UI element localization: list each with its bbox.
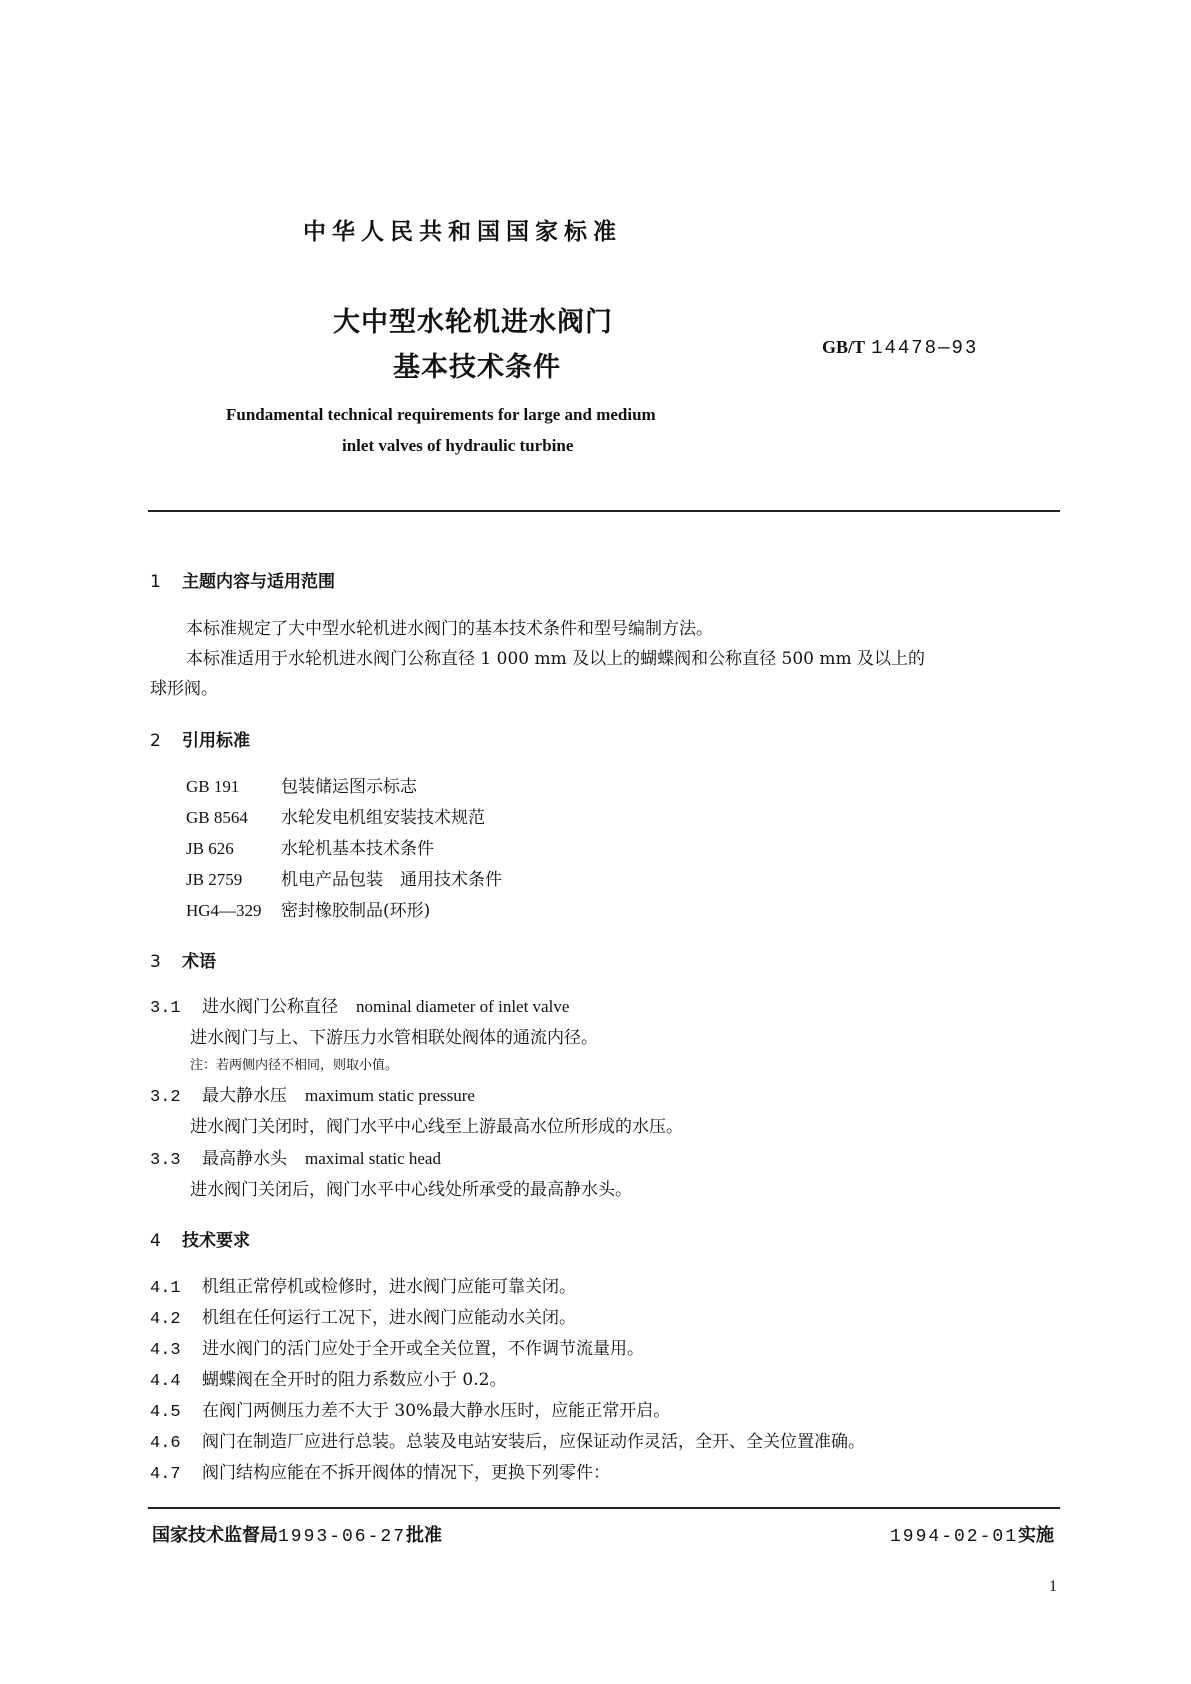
reference-name: 水轮机基本技术条件 xyxy=(281,839,434,859)
section-2-heading xyxy=(150,726,250,751)
term-name: 最大静水压 xyxy=(202,1086,287,1106)
paragraph-continuation: 球形阀。 xyxy=(150,679,218,699)
reference-code: GB 8564 xyxy=(186,808,248,827)
clause-number: 4.4 xyxy=(150,1372,181,1391)
paragraph: 本标准适用于水轮机进水阀门公称直径 1 000 mm 及以上的蝴蝶阀和公称直径 500 mm 及以上的 xyxy=(186,649,926,669)
reference-code: JB 626 xyxy=(186,839,234,858)
clause-text: 阀门结构应能在不拆开阀体的情况下，更换下列零件： xyxy=(202,1463,610,1483)
clause-text: 进水阀门的活门应处于全开或全关位置，不作调节流量用。 xyxy=(202,1339,644,1359)
effective-date: 1994-02-01 xyxy=(890,1527,1019,1547)
clause-text: 机组在任何运行工况下，进水阀门应能动水关闭。 xyxy=(202,1308,576,1328)
clause-4-1 xyxy=(150,1272,576,1298)
clause-4-5 xyxy=(150,1396,670,1422)
clause-4-2 xyxy=(150,1303,576,1329)
document-title-line1: 大中型水轮机进水阀门 xyxy=(333,307,613,338)
reference-name: 水轮发电机组安装技术规范 xyxy=(281,808,485,828)
term-name: 最高静水头 xyxy=(202,1149,287,1169)
section-number: 1 xyxy=(150,572,161,592)
clause-number: 4.3 xyxy=(150,1341,181,1360)
approval-line xyxy=(152,1521,442,1547)
page-number: 1 xyxy=(1049,1578,1057,1595)
section-title: 技术要求 xyxy=(182,1231,250,1251)
approver: 国家技术监督局 xyxy=(152,1525,278,1546)
clause-text: 阀门在制造厂应进行总装。总装及电站安装后，应保证动作灵活，全开、全关位置准确。 xyxy=(202,1432,865,1452)
clause-text: 机组正常停机或检修时，进水阀门应能可靠关闭。 xyxy=(202,1277,576,1297)
reference-code: HG4—329 xyxy=(186,901,262,920)
paragraph: 本标准规定了大中型水轮机进水阀门的基本技术条件和型号编制方法。 xyxy=(186,619,713,639)
term-english: nominal diameter of inlet valve xyxy=(356,997,570,1016)
effective-word: 实施 xyxy=(1018,1525,1055,1546)
clause-4-6 xyxy=(150,1427,865,1453)
term-definition: 进水阀门关闭时，阀门水平中心线至上游最高水位所形成的水压。 xyxy=(190,1117,683,1137)
section-title: 术语 xyxy=(182,952,216,972)
section-3-heading xyxy=(150,947,216,972)
clause-number: 3.1 xyxy=(150,999,181,1018)
clause-4-4 xyxy=(150,1365,506,1391)
standard-code xyxy=(822,336,978,359)
clause-number: 4.1 xyxy=(150,1279,181,1298)
standard-code-prefix: GB/T xyxy=(822,337,866,357)
term-3-3 xyxy=(150,1144,441,1170)
reference-name: 机电产品包装 通用技术条件 xyxy=(281,870,502,890)
clause-number: 4.5 xyxy=(150,1403,181,1422)
clause-number: 4.7 xyxy=(150,1465,181,1484)
effective-line xyxy=(890,1521,1054,1547)
reference-item xyxy=(186,834,434,859)
term-note: 注：若两侧内径不相同，则取小值。 xyxy=(190,1058,399,1073)
reference-item xyxy=(186,803,485,828)
section-1-heading xyxy=(150,567,335,592)
reference-code: GB 191 xyxy=(186,777,240,796)
standard-masthead: 中华人民共和国国家标准 xyxy=(303,219,622,245)
section-title: 主题内容与适用范围 xyxy=(182,572,335,592)
clause-number: 3.3 xyxy=(150,1151,181,1170)
section-number: 3 xyxy=(150,952,161,972)
reference-item xyxy=(186,772,417,797)
term-3-2 xyxy=(150,1081,475,1107)
section-number: 4 xyxy=(150,1231,161,1251)
term-english: maximum static pressure xyxy=(305,1086,475,1105)
clause-text: 在阀门两侧压力差不大于 30%最大静水压时，应能正常开启。 xyxy=(202,1401,671,1421)
reference-item xyxy=(186,896,430,921)
clause-number: 4.2 xyxy=(150,1310,181,1329)
clause-number: 4.6 xyxy=(150,1434,181,1453)
section-4-heading xyxy=(150,1226,250,1251)
clause-4-3 xyxy=(150,1334,644,1360)
section-number: 2 xyxy=(150,731,161,751)
reference-name: 包装储运图示标志 xyxy=(281,777,417,797)
english-title-line2: inlet valves of hydraulic turbine xyxy=(342,436,574,455)
clause-4-7 xyxy=(150,1458,610,1484)
footer-divider xyxy=(148,1507,1060,1509)
standard-code-number: 14478—93 xyxy=(871,337,979,359)
approve-date: 1993-06-27 xyxy=(278,1527,407,1547)
reference-code: JB 2759 xyxy=(186,870,243,889)
reference-name: 密封橡胶制品(环形) xyxy=(281,901,431,921)
term-3-1 xyxy=(150,992,569,1018)
header-divider xyxy=(148,510,1060,512)
section-title: 引用标准 xyxy=(182,731,250,751)
term-name: 进水阀门公称直径 xyxy=(202,997,338,1017)
document-title-line2: 基本技术条件 xyxy=(393,352,561,383)
term-english: maximal static head xyxy=(305,1149,441,1168)
term-definition: 进水阀门关闭后，阀门水平中心线处所承受的最高静水头。 xyxy=(190,1180,632,1200)
english-title-line1: Fundamental technical requirements for large and medium xyxy=(226,405,656,424)
reference-item xyxy=(186,865,502,890)
clause-number: 3.2 xyxy=(150,1088,181,1107)
term-definition: 进水阀门与上、下游压力水管相联处阀体的通流内径。 xyxy=(190,1028,598,1048)
approve-word: 批准 xyxy=(406,1525,443,1546)
clause-text: 蝴蝶阀在全开时的阻力系数应小于 0.2。 xyxy=(202,1370,507,1390)
